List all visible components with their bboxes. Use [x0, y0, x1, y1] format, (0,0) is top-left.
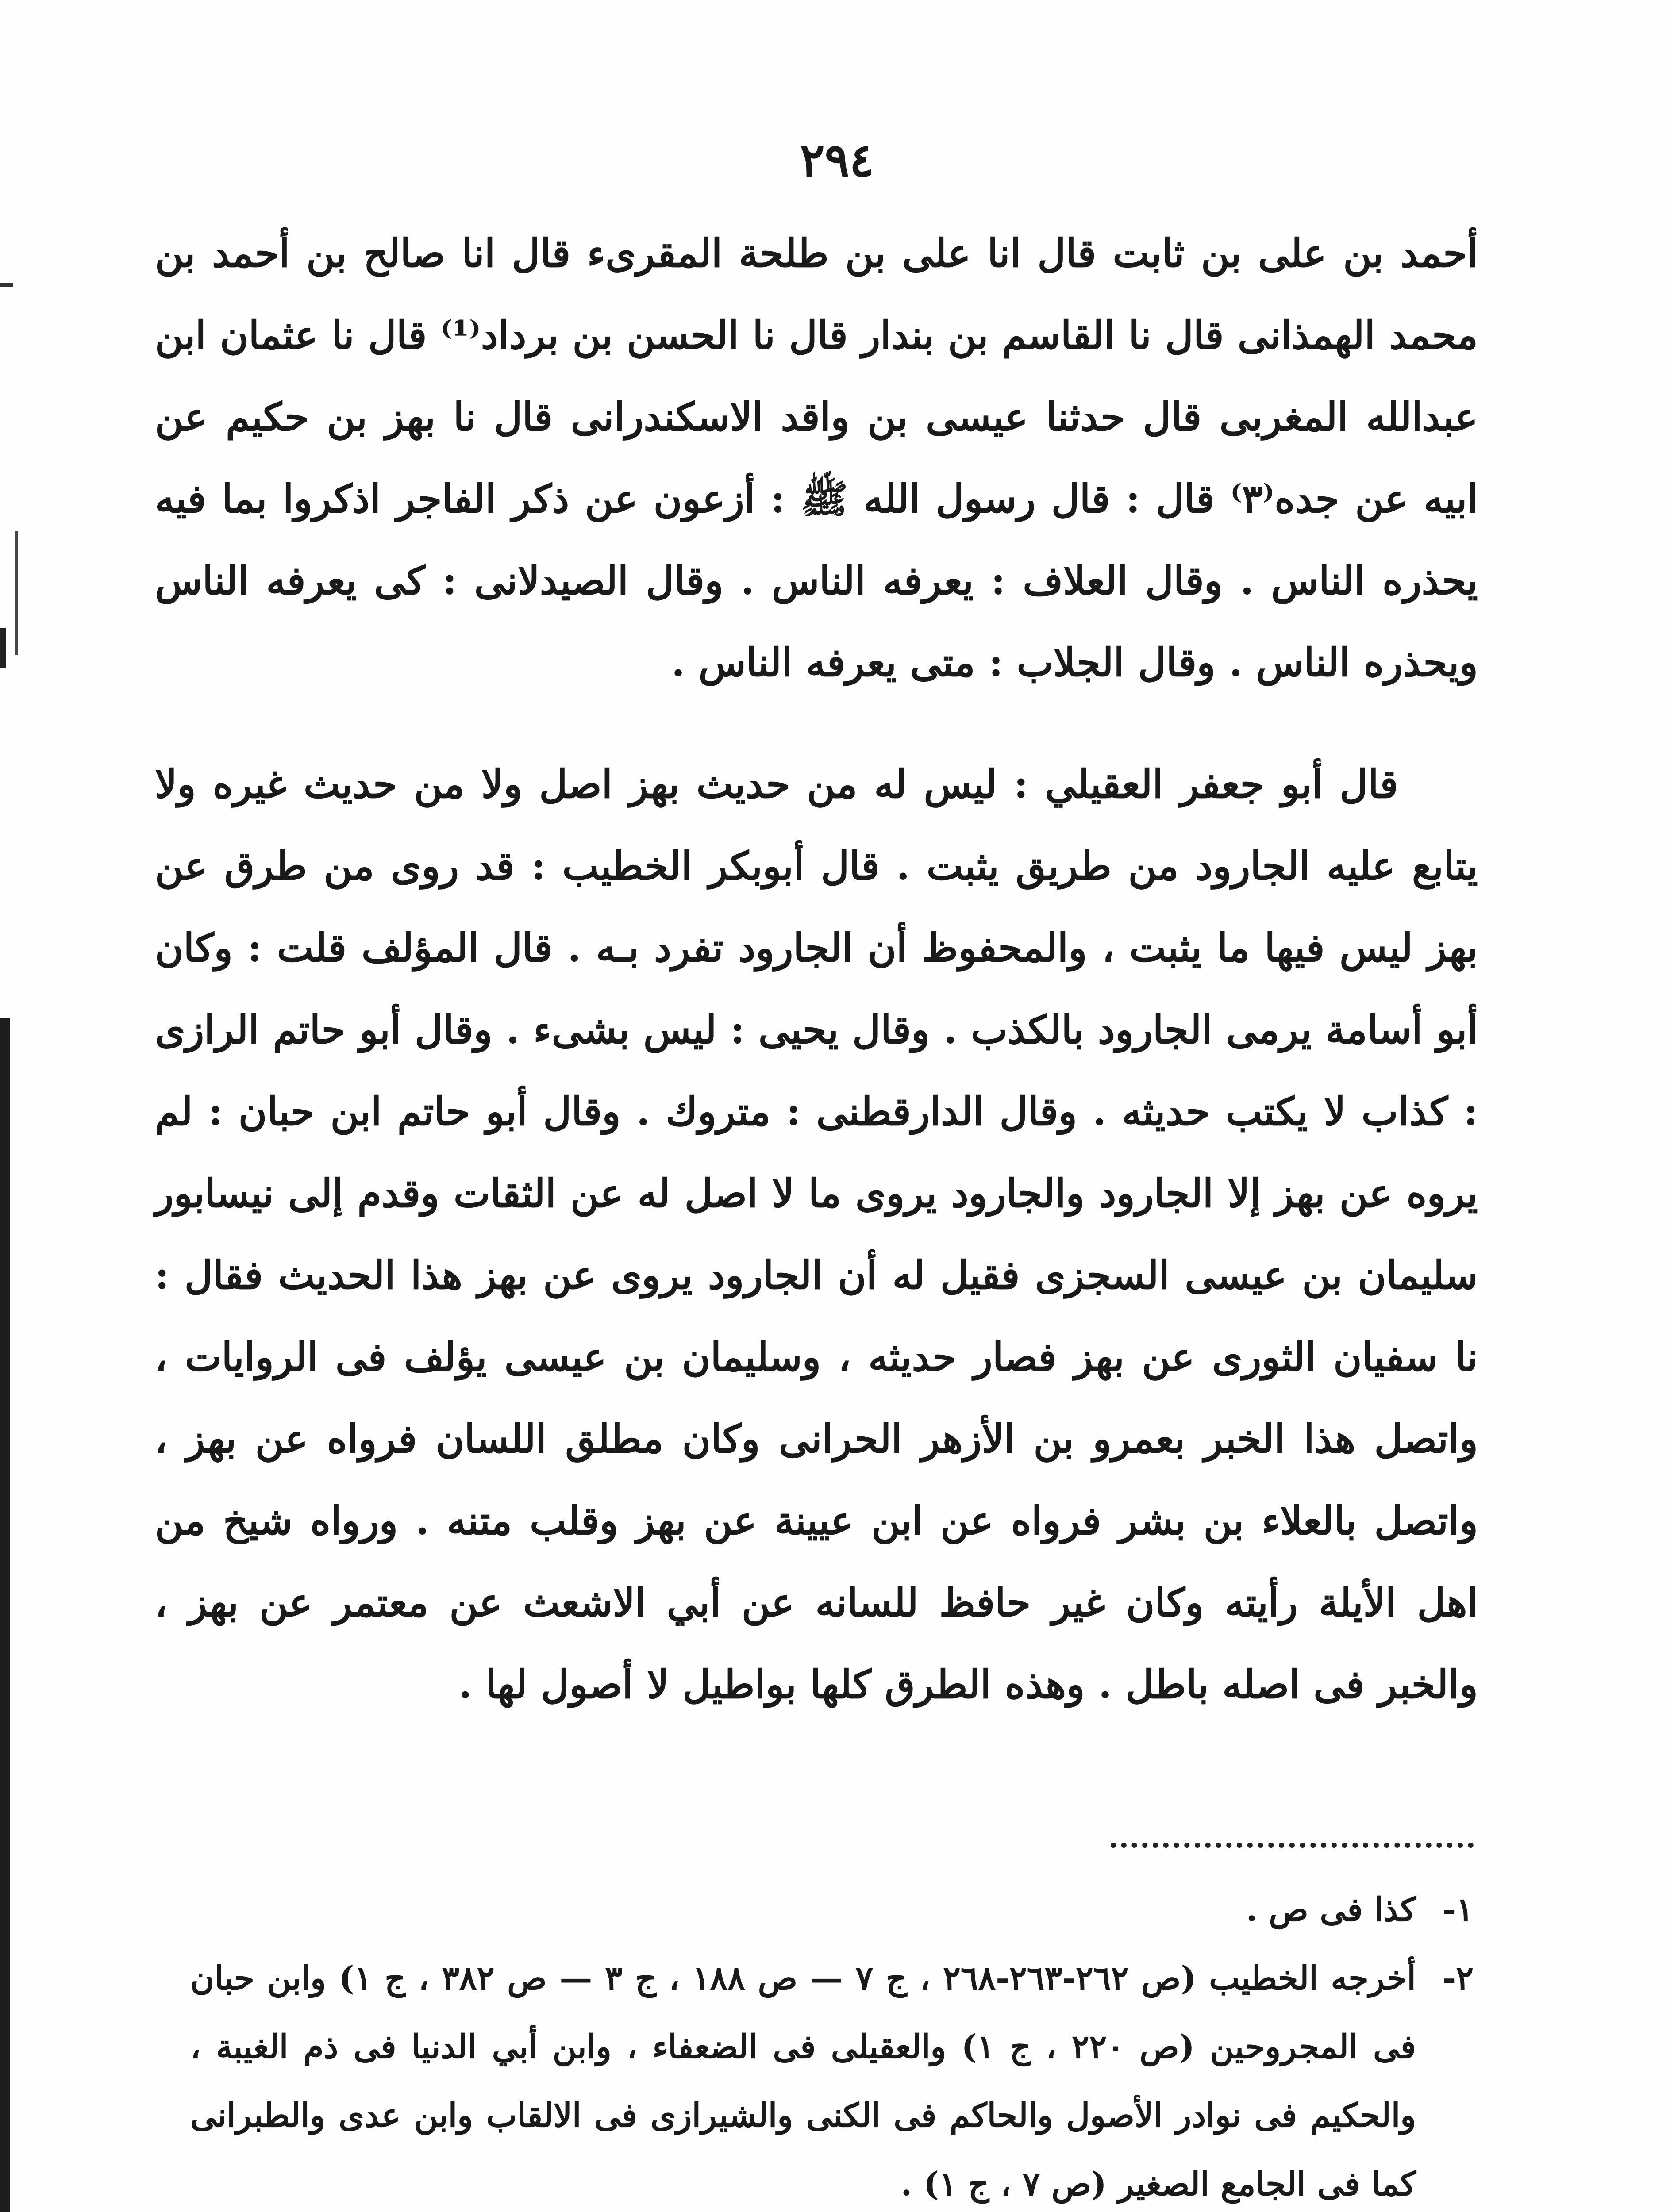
footnote-2	[190, 1944, 1474, 2212]
scan-edge-mark	[0, 283, 13, 287]
footnote-separator	[1111, 1843, 1474, 1848]
body-paragraph-2-text: قال أبو جعفر العقيلي : ليس له من حديث بهز اصل ولا من حديث غيره ولا يتابع عليه الجارود من طريق يثبت . قال أبوبكر الخطيب : قد روى من طرق عن بهز ليس فيها ما يثبت ، والمحفوظ أن الجارود تفرد بـه . قال المؤلف قلت : وكان أبو أسامة يرمى الجارود بالكذب . وقال يحيى : ليس بشىء . وقال أبو حاتم الرازى : كذاب لا يكتب حديثه . وقال الدارقطنى : متروك . وقال أبو حاتم ابن حبان : لم يروه عن بهز إلا الجارود والجارود يروى ما لا اصل له عن الثقات وقدم إلى نيسابور سليمان بن عيسى السجزى فقيل له أن الجارود يروى عن بهز هذا الحديث فقال : نا سفيان الثورى عن بهز فصار حديثه ، وسليمان بن عيسى يؤلف فى الروايات ، واتصل هذا الخبر بعمرو بن الأزهر الحرانى وكان مطلق اللسان فرواه عن بهز ، واتصل بالعلاء بن بشر فرواه عن ابن عيينة عن بهز وقلب متنه . ورواه شيخ من اهل الأيلة رأيته وكان غير حافظ للسانه عن أبي الاشعث عن معتمر عن بهز ، والخبر فى اصله باطل . وهذه الطرق كلها بواطيل لا أصول لها .	[155, 761, 1478, 1707]
footnote-text: أخرجه الخطيب (ص ٢٦٢-٢٦٣-٢٦٨ ، ج ٧ — ص ١٨٨ ، ج ٣ — ص ٣٨٢ ، ج ١) وابن حبان فى المجروحين (ص ٢٢٠ ، ج ١) والعقيلى فى الضعفاء ، وابن أبي الدنيا فى ذم الغيبة ، والحكيم فى نوادر الأصول والحاكم فى الكنى والشيرازى فى الالقاب وابن عدى والطبرانى كما فى الجامع الصغير (ص ٧ ، ج ١) .	[190, 1959, 1416, 2203]
footnotes	[190, 1876, 1474, 2212]
scan-edge-mark	[15, 531, 18, 655]
page-number: ٢٩٤	[800, 133, 874, 187]
footnote-1	[190, 1876, 1474, 1944]
body-paragraph-2	[155, 743, 1478, 1725]
scan-edge-mark	[0, 628, 6, 668]
footnote-marker: ٢-	[1442, 1959, 1474, 1997]
footnote-marker: ١-	[1442, 1891, 1474, 1929]
footnote-text: كذا فى ص .	[1246, 1891, 1416, 1929]
body-paragraph-1: أحمد بن على بن ثابت قال انا على بن طلحة المقرىء قال انا صالح بن أحمد بن محمد الهمذانى قال نا القاسم بن بندار قال نا الحسن بن برداد⁽¹⁾ قال نا عثمان ابن عبدالله المغربى قال حدثنا عيسى بن واقد الاسكندرانى قال نا بهز بن حكيم عن ابيه عن جده⁽٣⁾ قال : قال رسول الله ﷺ : أزعون عن ذكر الفاجر اذكروا بما فيه يحذره الناس . وقال العلاف : يعرفه الناس . وقال الصيدلانى : كى يعرفه الناس ويحذره الناس . وقال الجلاب : متى يعرفه الناس .	[155, 230, 1478, 685]
scan-edge-mark	[0, 1018, 10, 2212]
